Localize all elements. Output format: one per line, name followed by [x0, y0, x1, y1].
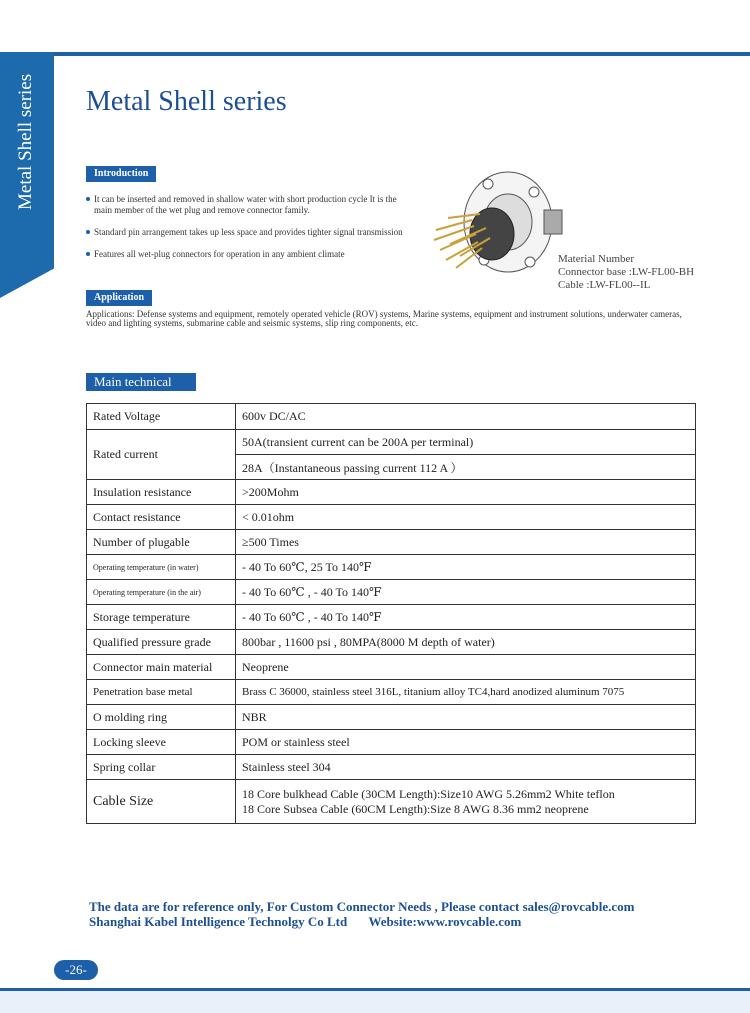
spec-key: Operating temperature (in water) [87, 555, 236, 580]
introduction-bullets [86, 194, 416, 271]
spec-value: - 40 To 60℃, 25 To 140℉ [236, 555, 696, 580]
table-row [87, 404, 696, 430]
spec-value: POM or stainless steel [236, 730, 696, 755]
material-heading: Material Number [558, 253, 635, 265]
table-row [87, 730, 696, 755]
spec-value: >200Mohm [236, 480, 696, 505]
spec-value: Neoprene [236, 655, 696, 680]
table-row [87, 580, 696, 605]
table-row [87, 480, 696, 505]
introduction-label: Introduction [86, 166, 156, 182]
spec-value: - 40 To 60℃ , - 40 To 140℉ [236, 580, 696, 605]
spec-value: NBR [236, 705, 696, 730]
table-row [87, 630, 696, 655]
cable-size-line: 18 Core bulkhead Cable (30CM Length):Size10 AWG 5.26mm2 White teflon [242, 786, 615, 801]
bullet-item: Standard pin arrangement takes up less space and provides tighter signal transmission [86, 227, 416, 238]
bullet-item: It can be inserted and removed in shallow water with short production cycle It is the main member of the wet plug and remove connector family. [86, 194, 416, 216]
table-row [87, 755, 696, 780]
spec-value: 800bar , 11600 psi , 80MPA(8000 M depth of water) [236, 630, 696, 655]
spec-value: 50A(transient current can be 200A per terminal) [236, 430, 696, 455]
spec-key: Penetration base metal [87, 680, 236, 705]
table-row [87, 505, 696, 530]
footer-website[interactable]: Website:www.rovcable.com [368, 914, 522, 929]
footer-company-line [89, 914, 521, 930]
page-title: Metal Shell series [86, 86, 287, 117]
table-row [87, 605, 696, 630]
material-cable: Cable :LW-FL00--IL [558, 279, 651, 291]
spec-value: Stainless steel 304 [236, 755, 696, 780]
footer-note: The data are for reference only, For Custom Connector Needs , Please contact sales@rovcable.com [89, 899, 635, 914]
spec-key: O molding ring [87, 705, 236, 730]
spec-key: Operating temperature (in the air) [87, 580, 236, 605]
spec-value [236, 780, 696, 824]
bottom-band [0, 988, 750, 1013]
technical-label: Main technical [86, 373, 196, 391]
table-row [87, 680, 696, 705]
spec-value: < 0.01ohm [236, 505, 696, 530]
connector-image [426, 164, 566, 284]
spec-key: Locking sleeve [87, 730, 236, 755]
page-number: -26- [54, 960, 98, 980]
material-number [558, 253, 694, 292]
spec-table [86, 403, 696, 824]
application-text: Applications: Defense systems and equipment, remotely operated vehicle (ROV) systems, Marine systems, equipment and instrument solutions, underwater cameras, video and lighting systems, submarine cable and seismic systems, slip ring components, etc. [86, 309, 682, 328]
spec-key: Rated current [87, 430, 236, 480]
spec-key: Cable Size [87, 780, 236, 824]
spec-key: Storage temperature [87, 605, 236, 630]
spec-key: Connector main material [87, 655, 236, 680]
bottom-rule [0, 988, 750, 991]
spec-key: Rated Voltage [87, 404, 236, 430]
table-row [87, 780, 696, 824]
spec-value: - 40 To 60℃ , - 40 To 140℉ [236, 605, 696, 630]
bullet-item: Features all wet-plug connectors for operation in any ambient climate [86, 249, 416, 260]
spec-key: Spring collar [87, 755, 236, 780]
spec-value: 28A（Instantaneous passing current 112 A ） [236, 455, 696, 480]
material-base: Connector base :LW-FL00-BH [558, 266, 695, 278]
spec-key: Number of plugable [87, 530, 236, 555]
spec-key: Contact resistance [87, 505, 236, 530]
table-row [87, 705, 696, 730]
cable-size-line: 18 Core Subsea Cable (60CM Length):Size 8 AWG 8.36 mm2 neoprene [242, 801, 589, 816]
table-row [87, 555, 696, 580]
spec-value: ≥500 Times [236, 530, 696, 555]
application-label: Application [86, 290, 152, 306]
spec-key: Insulation resistance [87, 480, 236, 505]
table-row [87, 655, 696, 680]
spec-key: Qualified pressure grade [87, 630, 236, 655]
table-row [87, 530, 696, 555]
spec-value: 600v DC/AC [236, 404, 696, 430]
top-rule [0, 52, 750, 56]
side-tab-label: Metal Shell series [15, 73, 36, 211]
footer-company: Shanghai Kabel Intelligence Technolgy Co Ltd [89, 914, 348, 929]
spec-value: Brass C 36000, stainless steel 316L, titanium alloy TC4,hard anodized aluminum 7075 [236, 680, 696, 705]
table-row [87, 430, 696, 455]
